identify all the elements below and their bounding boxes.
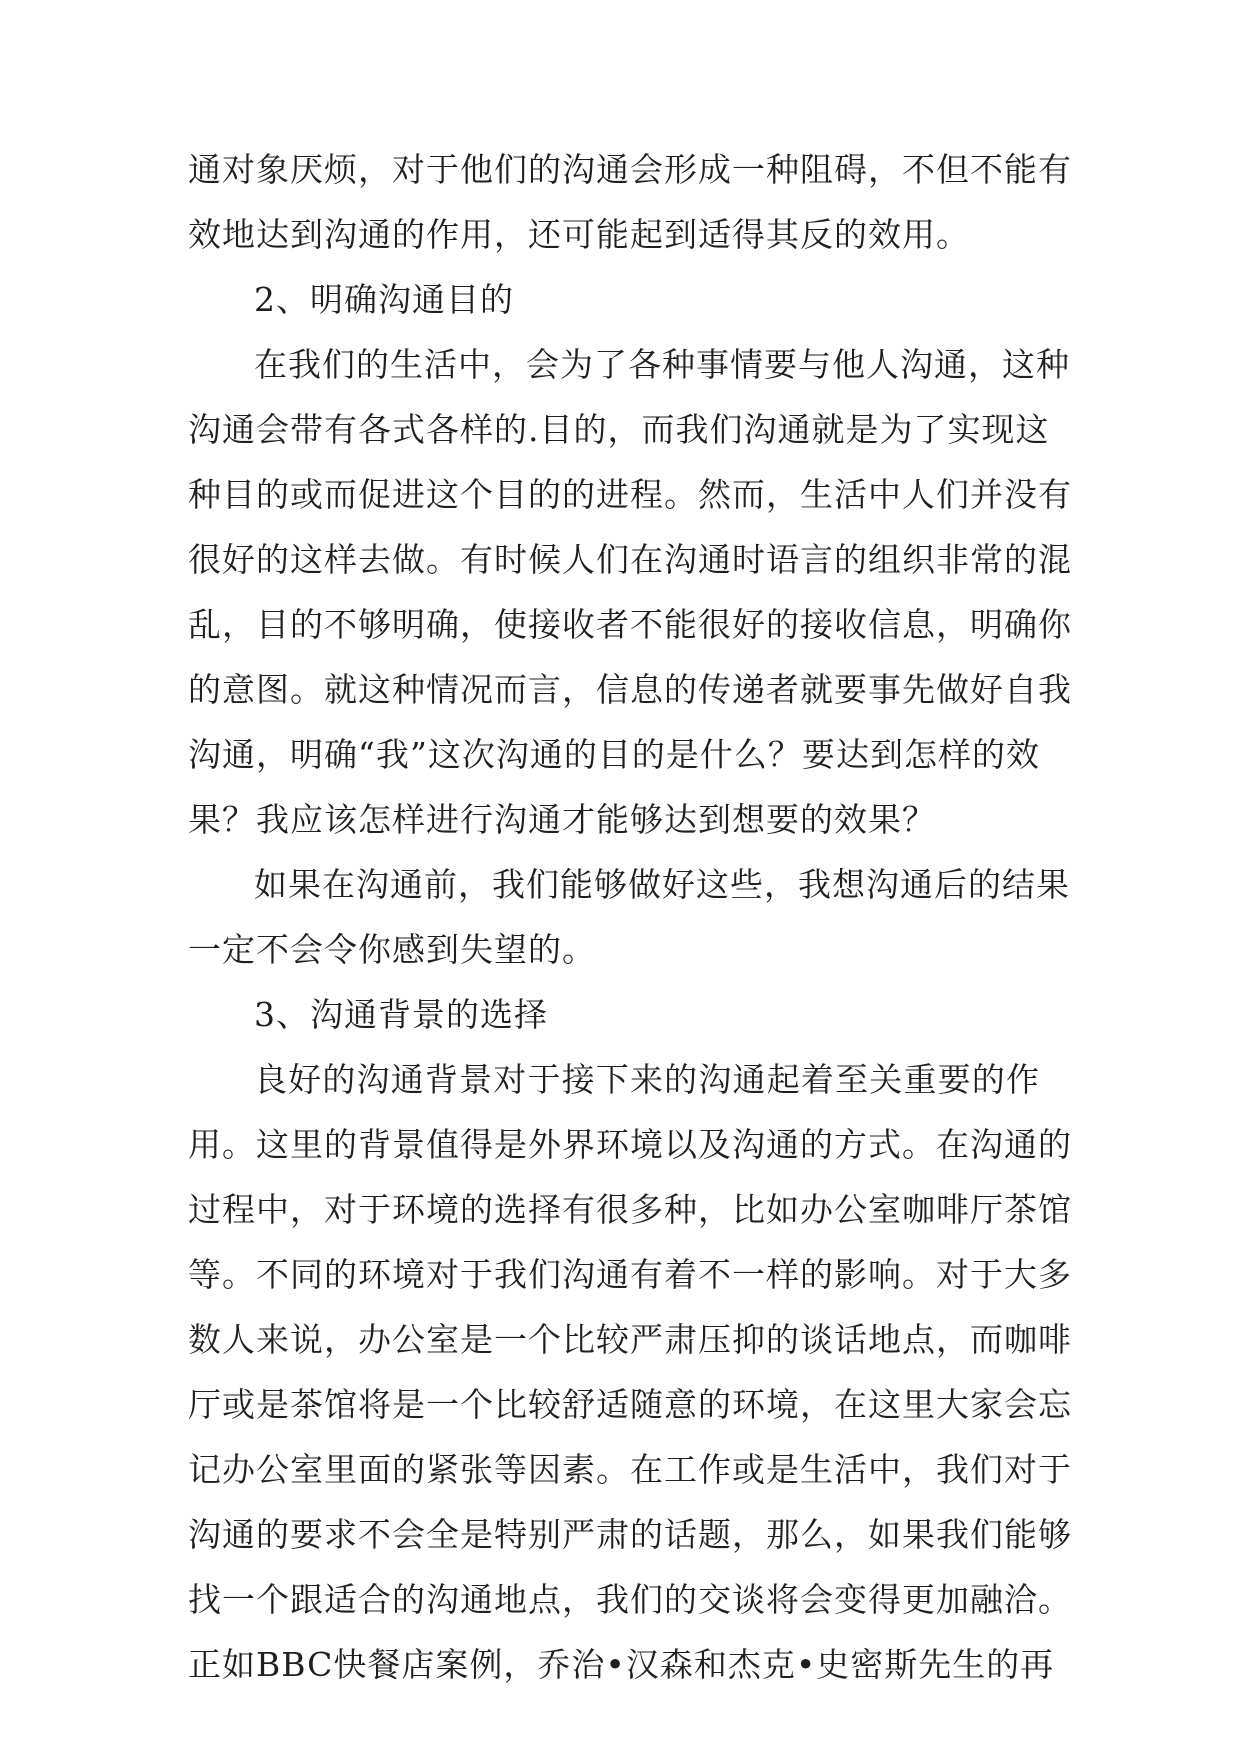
text-line: 沟通的要求不会全是特别严肃的话题，那么，如果我们能够 xyxy=(188,1515,1072,1554)
text-line: 厅或是茶馆将是一个比较舒适随意的环境，在这里大家会忘 xyxy=(188,1385,1072,1424)
text-line: 乱，目的不够明确，使接收者不能很好的接收信息，明确你 xyxy=(188,605,1072,644)
text-line: 正如BBC快餐店案例，乔治•汉森和杰克•史密斯先生的再 xyxy=(188,1645,1055,1684)
text-line: 种目的或而促进这个目的的进程。然而，生活中人们并没有 xyxy=(188,475,1072,514)
text-line: 数人来说，办公室是一个比较严肃压抑的谈话地点，而咖啡 xyxy=(188,1320,1072,1359)
text-line: 等。不同的环境对于我们沟通有着不一样的影响。对于大多 xyxy=(188,1255,1072,1294)
text-line: 找一个跟适合的沟通地点，我们的交谈将会变得更加融洽。 xyxy=(188,1580,1072,1619)
section-heading: 3、沟通背景的选择 xyxy=(254,995,548,1034)
text-line: 沟通会带有各式各样的.目的，而我们沟通就是为了实现这 xyxy=(188,410,1050,449)
text-line: 效地达到沟通的作用，还可能起到适得其反的效用。 xyxy=(188,215,970,254)
text-line: 用。这里的背景值得是外界环境以及沟通的方式。在沟通的 xyxy=(188,1125,1072,1164)
text-line: 记办公室里面的紧张等因素。在工作或是生活中，我们对于 xyxy=(188,1450,1072,1489)
text-line: 在我们的生活中，会为了各种事情要与他人沟通，这种 xyxy=(254,345,1070,384)
text-line: 果？我应该怎样进行沟通才能够达到想要的效果？ xyxy=(188,800,936,839)
text-line: 的意图。就这种情况而言，信息的传递者就要事先做好自我 xyxy=(188,670,1072,709)
text-line: 沟通，明确“我”这次沟通的目的是什么？要达到怎样的效 xyxy=(188,735,1040,774)
text-line: 一定不会令你感到失望的。 xyxy=(188,930,596,969)
section-heading: 2、明确沟通目的 xyxy=(254,280,514,319)
text-line: 通对象厌烦，对于他们的沟通会形成一种阻碍，不但不能有 xyxy=(188,150,1072,189)
text-line: 很好的这样去做。有时候人们在沟通时语言的组织非常的混 xyxy=(188,540,1072,579)
text-line: 如果在沟通前，我们能够做好这些，我想沟通后的结果 xyxy=(254,865,1070,904)
text-line: 过程中，对于环境的选择有很多种，比如办公室咖啡厅茶馆 xyxy=(188,1190,1072,1229)
text-line: 良好的沟通背景对于接下来的沟通起着至关重要的作 xyxy=(254,1060,1040,1099)
